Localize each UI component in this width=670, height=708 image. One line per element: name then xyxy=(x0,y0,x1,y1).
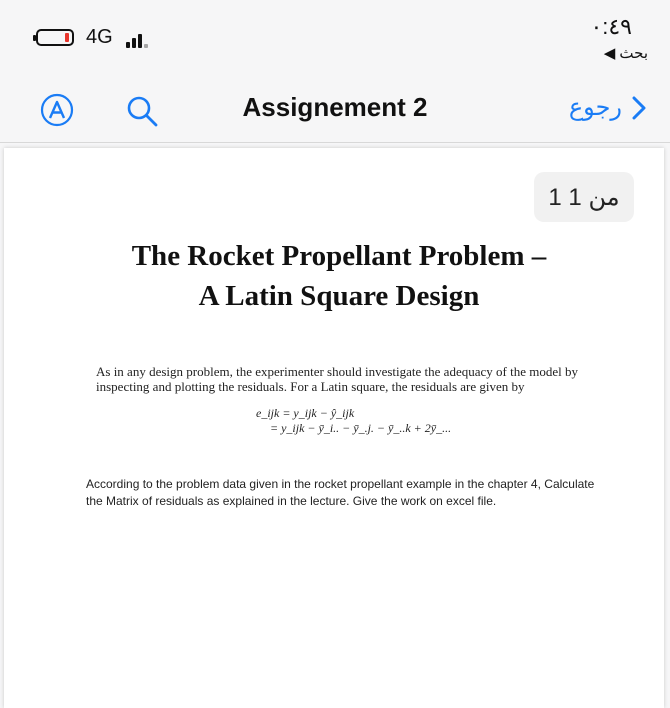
page-indicator: 1 من 1 xyxy=(534,172,634,222)
page-title: Assignement 2 xyxy=(242,92,428,122)
back-label: رجوع xyxy=(568,94,622,121)
task-text: According to the problem data given in the rocket propellant example in the chapter 4, Calculate the Matrix of residuals as explained in the lecture. Give the work on excel file. xyxy=(86,477,595,508)
document-page[interactable] xyxy=(4,148,664,708)
heading-line-1: The Rocket Propellant Problem – xyxy=(131,240,547,272)
back-to-app-link[interactable]: ◀ بحث xyxy=(603,45,648,62)
signal-icon xyxy=(126,30,156,48)
formula-line-2: = y_ijk − ȳ_i.. − ȳ_.j. − ȳ_..k + 2ȳ_... xyxy=(270,421,452,435)
status-bar xyxy=(0,0,670,72)
clock: ٠:٤٩ xyxy=(590,14,632,39)
body-paragraph: As in any design problem, the experimenter should investigate the adequacy of the model by inspecting and plotting the residuals. For a Latin square, the residuals are given by xyxy=(96,364,578,394)
formula-line-1: e_ijk = y_ijk − ŷ_ijk xyxy=(256,406,355,420)
chevron-right-icon xyxy=(632,96,646,120)
toolbar xyxy=(0,72,670,143)
document-heading xyxy=(4,236,670,316)
heading-line-2: A Latin Square Design xyxy=(198,280,480,312)
network-type: 4G xyxy=(86,26,113,48)
battery-icon xyxy=(36,29,74,46)
back-button[interactable] xyxy=(569,93,646,122)
residual-formula xyxy=(256,406,451,436)
